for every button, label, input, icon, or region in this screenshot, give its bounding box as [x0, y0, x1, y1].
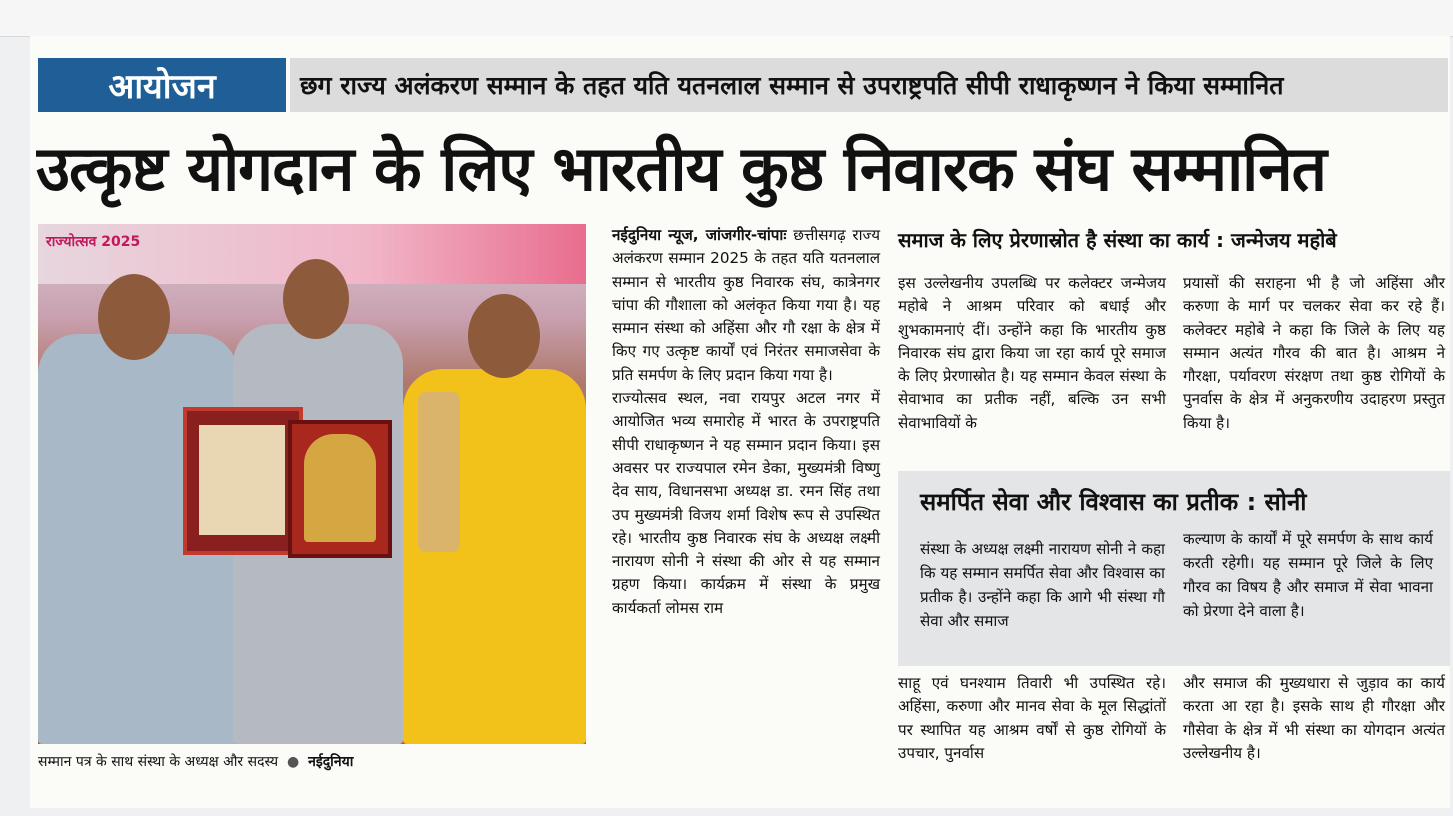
section1-column-b: प्रयासों की सराहना भी है जो अहिंसा और करुणा के मार्ग पर चलकर सेवा कर रहे हैं। कलेक्टर महोबे ने कहा कि जिले के लिए यह सम्मान अत्यंत गौरव की बात है। आश्रम ने गौरक्षा, पर्यावरण संरक्षण तथा कुष्ठ रोगियों के पुनर्वास के क्षेत्र में अनुकरणीय उदाहरण प्रस्तुत किया है। — [1183, 274, 1445, 432]
browser-top-strip — [0, 0, 1453, 37]
continuation-column-a: साहू एवं घनश्याम तिवारी भी उपस्थित रहे। अहिंसा, करुणा और मानव सेवा के मूल सिद्धांतों पर स्थापित यह आश्रम वर्षों से कुष्ठ रोगियों के उपचार, पुनर्वास — [898, 674, 1166, 762]
certificate-paper — [199, 425, 285, 535]
kicker-label: आयोजन — [38, 58, 286, 112]
continuation-column-b: और समाज की मुख्यधारा से जुड़ाव का कार्य करता आ रहा है। इसके साथ ही गौरक्षा और गौसेवा के क्षेत्र में भी संस्था का योगदान अत्यंत उल्लेखनीय है। — [1183, 674, 1445, 762]
award-plaque — [288, 420, 392, 558]
byline: नईदुनिया न्यूज, जांजगीर-चांपाः — [612, 226, 787, 244]
person-middle-head — [283, 259, 349, 339]
person-right-head — [468, 294, 540, 378]
person-left-head — [98, 274, 170, 360]
photo-caption — [38, 752, 586, 776]
award-emblem — [304, 434, 376, 542]
scroll-trophy — [418, 392, 460, 552]
bullet-icon: ● — [282, 754, 304, 770]
photo-credit: नईदुनिया — [308, 754, 354, 770]
section1-column-a: इस उल्लेखनीय उपलब्धि पर कलेक्टर जन्मेजय महोबे ने आश्रम परिवार को बधाई और शुभकामनाएं दीं। उन्होंने कहा कि भारतीय कुष्ठ निवारक संघ द्वारा किया जा रहा कार्य पूरे समाज के लिए प्रेरणास्रोत है। यह सम्मान केवल संस्था के सेवाभाव का प्रतीक नहीं, बल्कि उन सभी सेवाभावियों के — [898, 274, 1166, 432]
headline: उत्कृष्ट योगदान के लिए भारतीय कुष्ठ निवारक संघ सम्मानित — [36, 132, 1326, 205]
caption-text: सम्मान पत्र के साथ संस्था के अध्यक्ष और सदस्य — [38, 754, 279, 770]
stage-text: राज्योत्सव 2025 — [46, 234, 141, 250]
article-para-2: राज्योत्सव स्थल, नवा रायपुर अटल नगर में आयोजित भव्य समारोह में भारत के उपराष्ट्रपति सीपी राधाकृष्णन ने यह सम्मान प्रदान किया। इस अवसर पर राज्यपाल रमेन डेका, मुख्यमंत्री विष्णु देव साय, विधानसभा अध्यक्ष डा. रमन सिंह तथा उप मुख्यमंत्री विजय शर्मा विशेष रूप से उपस्थित रहे। भारतीय कुष्ठ निवारक संघ के अध्यक्ष लक्ष्मी नारायण सोनी ने संस्था की ओर से यह सम्मान ग्रहण किया। कार्यक्रम में संस्था के प्रमुख कार्यकर्ता लोमस राम — [612, 389, 880, 617]
section2-title: समर्पित सेवा और विश्वास का प्रतीक : सोनी — [920, 488, 1307, 516]
section2-column-b: कल्याण के कार्यों में पूरे समर्पण के साथ कार्य करती रहेगी। यह सम्मान पूरे जिले के लिए गौरव का विषय है और समाज में सेवा भावना को प्रेरणा देने वाला है। — [1183, 530, 1433, 620]
kicker-text: छग राज्य अलंकरण सम्मान के तहत यति यतनलाल सम्मान से उपराष्ट्रपति सीपी राधाकृष्णन ने किया सम्मानित — [290, 58, 1448, 112]
news-photo — [38, 224, 586, 744]
article-column-1 — [612, 224, 880, 784]
certificate-frame — [183, 407, 303, 555]
article-para-1: छत्तीसगढ़ राज्य अलंकरण सम्मान 2025 के तहत यति यतनलाल सम्मान से भारतीय कुष्ठ निवारक संघ, कात्रेनगर चांपा की गौशाला को अलंकृत किया गया है। यह सम्मान संस्था को अहिंसा और गौ रक्षा के क्षेत्र में किए गए उत्कृष्ट कार्यों एवं निरंतर समाजसेवा के प्रति समर्पण के लिए प्रदान किया गया है। — [612, 226, 881, 384]
section1-title: समाज के लिए प्रेरणास्रोत है संस्था का कार्य : जन्मेजय महोबे — [898, 228, 1337, 252]
quote-box — [898, 471, 1450, 666]
newspaper-page — [30, 36, 1450, 808]
section2-column-a: संस्था के अध्यक्ष लक्ष्मी नारायण सोनी ने कहा कि यह सम्मान समर्पित सेवा और विश्वास का प्रतीक है। उन्होंने कहा कि आगे भी संस्था गौ सेवा और समाज — [920, 540, 1165, 630]
